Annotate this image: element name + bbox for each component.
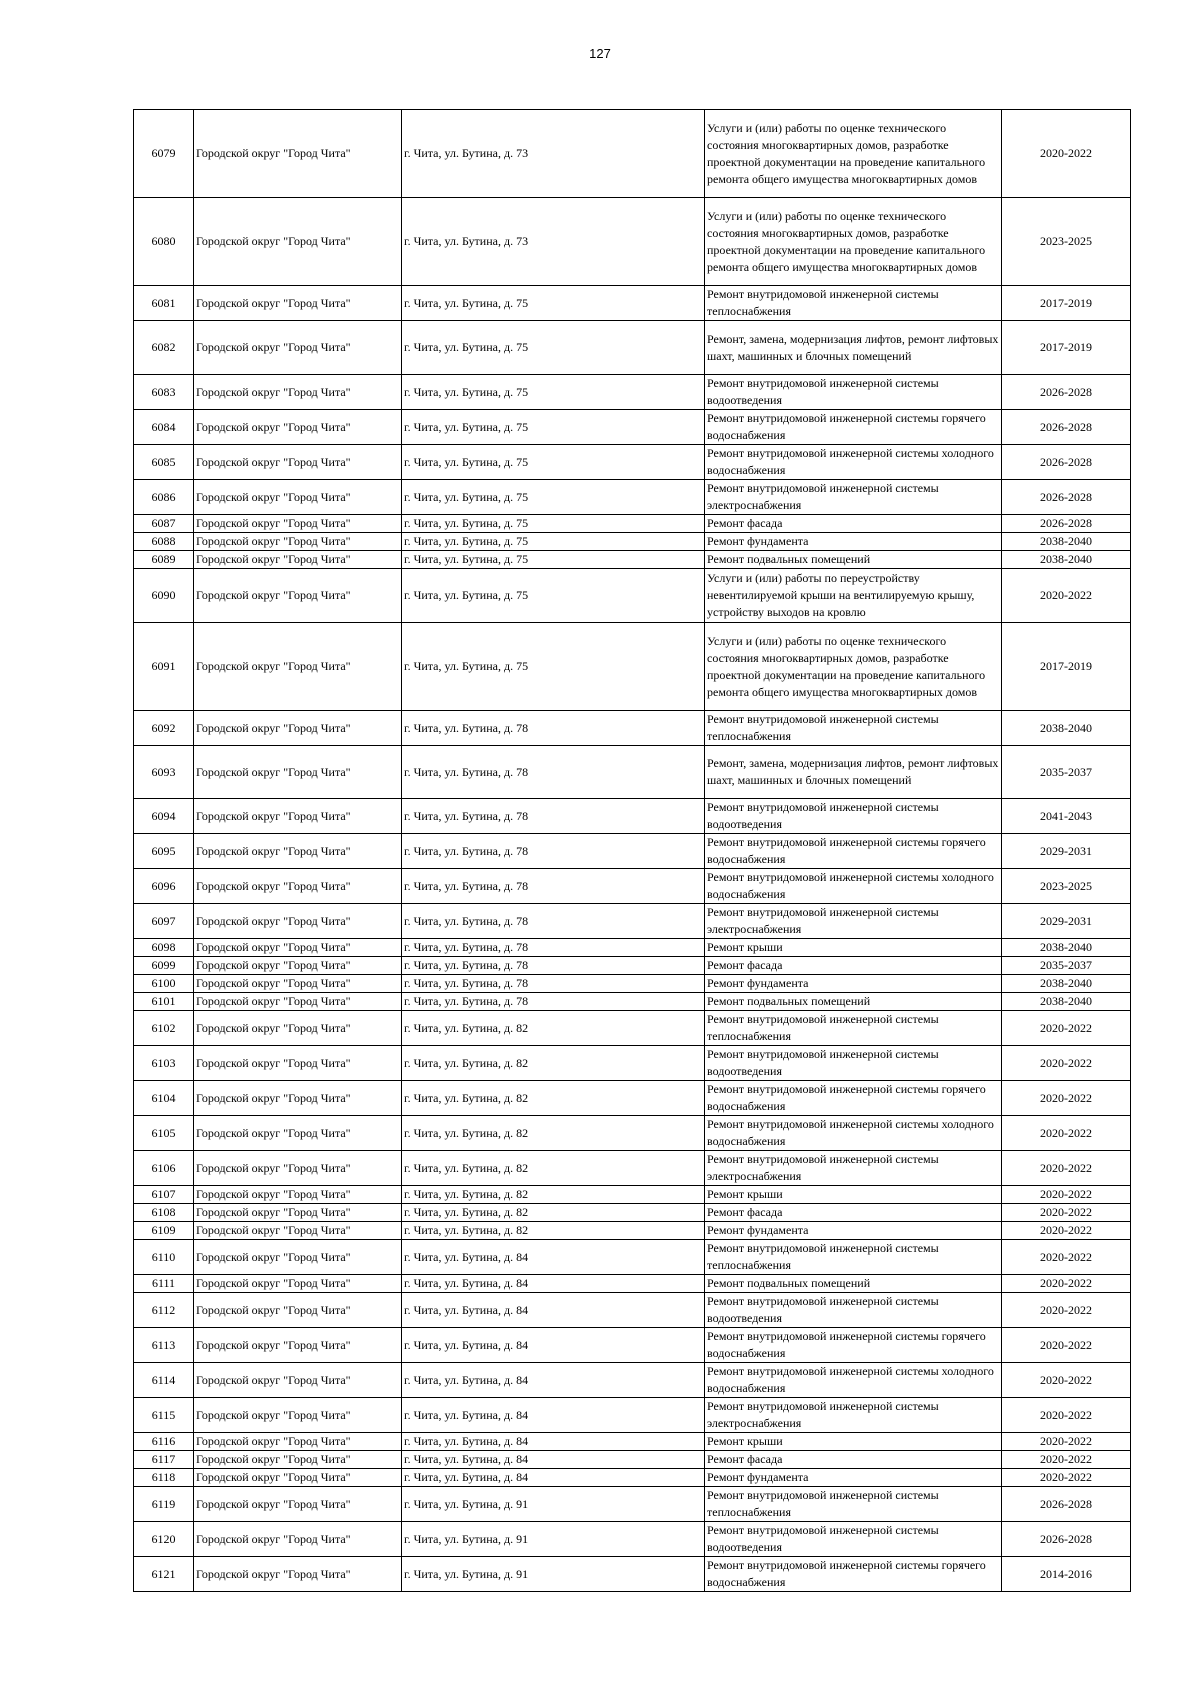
- address-cell: г. Чита, ул. Бутина, д. 84: [402, 1328, 705, 1363]
- work-type-cell: Ремонт внутридомовой инженерной системы водоотведения: [705, 1293, 1002, 1328]
- period-cell: 2017-2019: [1002, 321, 1131, 375]
- address-cell: г. Чита, ул. Бутина, д. 78: [402, 957, 705, 975]
- work-type-cell: Ремонт фасада: [705, 515, 1002, 533]
- table-row: [134, 569, 1131, 623]
- address-cell: г. Чита, ул. Бутина, д. 82: [402, 1046, 705, 1081]
- address-cell: г. Чита, ул. Бутина, д. 78: [402, 834, 705, 869]
- row-number: 6111: [134, 1275, 194, 1293]
- period-cell: 2020-2022: [1002, 1363, 1131, 1398]
- table-row: [134, 551, 1131, 569]
- table-row: [134, 1398, 1131, 1433]
- municipality-cell: Городской округ "Город Чита": [194, 957, 402, 975]
- address-cell: г. Чита, ул. Бутина, д. 75: [402, 551, 705, 569]
- work-type-cell: Ремонт внутридомовой инженерной системы водоотведения: [705, 375, 1002, 410]
- table-row: [134, 623, 1131, 711]
- table-row: [134, 515, 1131, 533]
- address-cell: г. Чита, ул. Бутина, д. 73: [402, 198, 705, 286]
- row-number: 6108: [134, 1204, 194, 1222]
- work-type-cell: Ремонт внутридомовой инженерной системы электроснабжения: [705, 1151, 1002, 1186]
- address-cell: г. Чита, ул. Бутина, д. 84: [402, 1398, 705, 1433]
- row-number: 6114: [134, 1363, 194, 1398]
- table-row: [134, 1151, 1131, 1186]
- row-number: 6101: [134, 993, 194, 1011]
- work-type-cell: Услуги и (или) работы по оценке технического состояния многоквартирных домов, разработке проектной документации на проведение капитального ремонта общего имущества многоквартирных домов: [705, 110, 1002, 198]
- table-row: [134, 1557, 1131, 1592]
- row-number: 6079: [134, 110, 194, 198]
- table-row: [134, 1293, 1131, 1328]
- row-number: 6080: [134, 198, 194, 286]
- period-cell: 2020-2022: [1002, 1011, 1131, 1046]
- row-number: 6093: [134, 746, 194, 799]
- municipality-cell: Городской округ "Город Чита": [194, 904, 402, 939]
- municipality-cell: Городской округ "Город Чита": [194, 869, 402, 904]
- table-row: [134, 1222, 1131, 1240]
- work-type-cell: Услуги и (или) работы по оценке технического состояния многоквартирных домов, разработке проектной документации на проведение капитального ремонта общего имущества многоквартирных домов: [705, 623, 1002, 711]
- row-number: 6097: [134, 904, 194, 939]
- work-type-cell: Ремонт фасада: [705, 957, 1002, 975]
- row-number: 6106: [134, 1151, 194, 1186]
- row-number: 6103: [134, 1046, 194, 1081]
- table-row: [134, 480, 1131, 515]
- table-row: [134, 321, 1131, 375]
- table-row: [134, 1046, 1131, 1081]
- work-type-cell: Ремонт крыши: [705, 939, 1002, 957]
- period-cell: 2020-2022: [1002, 1186, 1131, 1204]
- period-cell: 2020-2022: [1002, 1222, 1131, 1240]
- period-cell: 2026-2028: [1002, 1487, 1131, 1522]
- address-cell: г. Чита, ул. Бутина, д. 84: [402, 1363, 705, 1398]
- table-row: [134, 1186, 1131, 1204]
- table-row: [134, 1204, 1131, 1222]
- table-row: [134, 993, 1131, 1011]
- municipality-cell: Городской округ "Город Чита": [194, 1116, 402, 1151]
- work-type-cell: Ремонт внутридомовой инженерной системы электроснабжения: [705, 480, 1002, 515]
- work-type-cell: Ремонт внутридомовой инженерной системы электроснабжения: [705, 904, 1002, 939]
- row-number: 6113: [134, 1328, 194, 1363]
- work-type-cell: Ремонт подвальных помещений: [705, 1275, 1002, 1293]
- municipality-cell: Городской округ "Город Чита": [194, 1240, 402, 1275]
- address-cell: г. Чита, ул. Бутина, д. 73: [402, 110, 705, 198]
- period-cell: 2026-2028: [1002, 410, 1131, 445]
- work-type-cell: Ремонт внутридомовой инженерной системы горячего водоснабжения: [705, 410, 1002, 445]
- row-number: 6119: [134, 1487, 194, 1522]
- municipality-cell: Городской округ "Город Чита": [194, 1011, 402, 1046]
- period-cell: 2017-2019: [1002, 623, 1131, 711]
- period-cell: 2038-2040: [1002, 939, 1131, 957]
- row-number: 6088: [134, 533, 194, 551]
- municipality-cell: Городской округ "Город Чита": [194, 939, 402, 957]
- municipality-cell: Городской округ "Город Чита": [194, 286, 402, 321]
- table-row: [134, 1451, 1131, 1469]
- municipality-cell: Городской округ "Город Чита": [194, 533, 402, 551]
- period-cell: 2020-2022: [1002, 1398, 1131, 1433]
- table-row: [134, 445, 1131, 480]
- address-cell: г. Чита, ул. Бутина, д. 75: [402, 533, 705, 551]
- period-cell: 2035-2037: [1002, 957, 1131, 975]
- municipality-cell: Городской округ "Город Чита": [194, 1046, 402, 1081]
- work-type-cell: Ремонт внутридомовой инженерной системы горячего водоснабжения: [705, 1557, 1002, 1592]
- work-type-cell: Ремонт крыши: [705, 1433, 1002, 1451]
- period-cell: 2020-2022: [1002, 1328, 1131, 1363]
- period-cell: 2014-2016: [1002, 1557, 1131, 1592]
- row-number: 6091: [134, 623, 194, 711]
- period-cell: 2020-2022: [1002, 1451, 1131, 1469]
- address-cell: г. Чита, ул. Бутина, д. 84: [402, 1240, 705, 1275]
- row-number: 6116: [134, 1433, 194, 1451]
- table-row: [134, 286, 1131, 321]
- work-type-cell: Ремонт фундамента: [705, 1469, 1002, 1487]
- period-cell: 2017-2019: [1002, 286, 1131, 321]
- period-cell: 2020-2022: [1002, 1240, 1131, 1275]
- row-number: 6109: [134, 1222, 194, 1240]
- period-cell: 2026-2028: [1002, 1522, 1131, 1557]
- period-cell: 2023-2025: [1002, 198, 1131, 286]
- work-type-cell: Услуги и (или) работы по оценке технического состояния многоквартирных домов, разработке проектной документации на проведение капитального ремонта общего имущества многоквартирных домов: [705, 198, 1002, 286]
- table-row: [134, 1363, 1131, 1398]
- table-body: [134, 110, 1131, 1592]
- work-type-cell: Ремонт фасада: [705, 1204, 1002, 1222]
- table-row: [134, 711, 1131, 746]
- table-row: [134, 1011, 1131, 1046]
- municipality-cell: Городской округ "Город Чита": [194, 480, 402, 515]
- row-number: 6100: [134, 975, 194, 993]
- period-cell: 2029-2031: [1002, 904, 1131, 939]
- period-cell: 2020-2022: [1002, 1116, 1131, 1151]
- municipality-cell: Городской округ "Город Чита": [194, 1487, 402, 1522]
- address-cell: г. Чита, ул. Бутина, д. 84: [402, 1275, 705, 1293]
- table-row: [134, 198, 1131, 286]
- municipality-cell: Городской округ "Город Чита": [194, 1222, 402, 1240]
- row-number: 6110: [134, 1240, 194, 1275]
- work-type-cell: Ремонт фундамента: [705, 533, 1002, 551]
- period-cell: 2023-2025: [1002, 869, 1131, 904]
- work-type-cell: Ремонт внутридомовой инженерной системы теплоснабжения: [705, 1011, 1002, 1046]
- address-cell: г. Чита, ул. Бутина, д. 75: [402, 445, 705, 480]
- address-cell: г. Чита, ул. Бутина, д. 84: [402, 1433, 705, 1451]
- address-cell: г. Чита, ул. Бутина, д. 78: [402, 711, 705, 746]
- municipality-cell: Городской округ "Город Чита": [194, 623, 402, 711]
- period-cell: 2029-2031: [1002, 834, 1131, 869]
- row-number: 6089: [134, 551, 194, 569]
- row-number: 6092: [134, 711, 194, 746]
- row-number: 6121: [134, 1557, 194, 1592]
- row-number: 6115: [134, 1398, 194, 1433]
- municipality-cell: Городской округ "Город Чита": [194, 375, 402, 410]
- municipality-cell: Городской округ "Город Чита": [194, 1363, 402, 1398]
- address-cell: г. Чита, ул. Бутина, д. 91: [402, 1557, 705, 1592]
- period-cell: 2020-2022: [1002, 1081, 1131, 1116]
- address-cell: г. Чита, ул. Бутина, д. 78: [402, 975, 705, 993]
- row-number: 6095: [134, 834, 194, 869]
- address-cell: г. Чита, ул. Бутина, д. 82: [402, 1081, 705, 1116]
- table-row: [134, 975, 1131, 993]
- address-cell: г. Чита, ул. Бутина, д. 82: [402, 1151, 705, 1186]
- address-cell: г. Чита, ул. Бутина, д. 75: [402, 515, 705, 533]
- address-cell: г. Чита, ул. Бутина, д. 78: [402, 993, 705, 1011]
- work-type-cell: Услуги и (или) работы по переустройству невентилируемой крыши на вентилируемую крышу, устройству выходов на кровлю: [705, 569, 1002, 623]
- municipality-cell: Городской округ "Город Чита": [194, 1293, 402, 1328]
- row-number: 6105: [134, 1116, 194, 1151]
- municipality-cell: Городской округ "Город Чита": [194, 321, 402, 375]
- address-cell: г. Чита, ул. Бутина, д. 75: [402, 623, 705, 711]
- work-type-cell: Ремонт подвальных помещений: [705, 993, 1002, 1011]
- table-row: [134, 410, 1131, 445]
- address-cell: г. Чита, ул. Бутина, д. 78: [402, 904, 705, 939]
- work-type-cell: Ремонт внутридомовой инженерной системы теплоснабжения: [705, 286, 1002, 321]
- table-row: [134, 1240, 1131, 1275]
- row-number: 6085: [134, 445, 194, 480]
- address-cell: г. Чита, ул. Бутина, д. 82: [402, 1011, 705, 1046]
- municipality-cell: Городской округ "Город Чита": [194, 975, 402, 993]
- row-number: 6096: [134, 869, 194, 904]
- table-row: [134, 375, 1131, 410]
- row-number: 6112: [134, 1293, 194, 1328]
- address-cell: г. Чита, ул. Бутина, д. 75: [402, 569, 705, 623]
- period-cell: 2020-2022: [1002, 1151, 1131, 1186]
- work-type-cell: Ремонт фасада: [705, 1451, 1002, 1469]
- municipality-cell: Городской округ "Город Чита": [194, 993, 402, 1011]
- work-type-cell: Ремонт, замена, модернизация лифтов, ремонт лифтовых шахт, машинных и блочных помещений: [705, 321, 1002, 375]
- municipality-cell: Городской округ "Город Чита": [194, 1328, 402, 1363]
- municipality-cell: Городской округ "Город Чита": [194, 746, 402, 799]
- address-cell: г. Чита, ул. Бутина, д. 75: [402, 410, 705, 445]
- table-row: [134, 1469, 1131, 1487]
- work-type-cell: Ремонт внутридомовой инженерной системы водоотведения: [705, 1522, 1002, 1557]
- municipality-cell: Городской округ "Город Чита": [194, 569, 402, 623]
- work-type-cell: Ремонт крыши: [705, 1186, 1002, 1204]
- work-type-cell: Ремонт фундамента: [705, 975, 1002, 993]
- table-row: [134, 957, 1131, 975]
- work-type-cell: Ремонт фундамента: [705, 1222, 1002, 1240]
- row-number: 6094: [134, 799, 194, 834]
- municipality-cell: Городской округ "Город Чита": [194, 1557, 402, 1592]
- work-type-cell: Ремонт внутридомовой инженерной системы электроснабжения: [705, 1398, 1002, 1433]
- row-number: 6104: [134, 1081, 194, 1116]
- table-row: [134, 533, 1131, 551]
- address-cell: г. Чита, ул. Бутина, д. 91: [402, 1522, 705, 1557]
- municipality-cell: Городской округ "Город Чита": [194, 1151, 402, 1186]
- capital-repair-table: [133, 109, 1131, 1592]
- work-type-cell: Ремонт внутридомовой инженерной системы водоотведения: [705, 799, 1002, 834]
- table-row: [134, 1116, 1131, 1151]
- period-cell: 2026-2028: [1002, 480, 1131, 515]
- row-number: 6102: [134, 1011, 194, 1046]
- table-row: [134, 869, 1131, 904]
- row-number: 6107: [134, 1186, 194, 1204]
- table-row: [134, 904, 1131, 939]
- address-cell: г. Чита, ул. Бутина, д. 82: [402, 1222, 705, 1240]
- municipality-cell: Городской округ "Город Чита": [194, 1081, 402, 1116]
- period-cell: 2041-2043: [1002, 799, 1131, 834]
- work-type-cell: Ремонт внутридомовой инженерной системы водоотведения: [705, 1046, 1002, 1081]
- table-row: [134, 1275, 1131, 1293]
- work-type-cell: Ремонт внутридомовой инженерной системы теплоснабжения: [705, 1240, 1002, 1275]
- row-number: 6081: [134, 286, 194, 321]
- table-row: [134, 834, 1131, 869]
- table-row: [134, 799, 1131, 834]
- address-cell: г. Чита, ул. Бутина, д. 78: [402, 746, 705, 799]
- period-cell: 2026-2028: [1002, 515, 1131, 533]
- period-cell: 2020-2022: [1002, 1046, 1131, 1081]
- address-cell: г. Чита, ул. Бутина, д. 78: [402, 869, 705, 904]
- municipality-cell: Городской округ "Город Чита": [194, 1469, 402, 1487]
- work-type-cell: Ремонт внутридомовой инженерной системы холодного водоснабжения: [705, 445, 1002, 480]
- address-cell: г. Чита, ул. Бутина, д. 84: [402, 1293, 705, 1328]
- address-cell: г. Чита, ул. Бутина, д. 75: [402, 286, 705, 321]
- period-cell: 2020-2022: [1002, 110, 1131, 198]
- period-cell: 2026-2028: [1002, 375, 1131, 410]
- municipality-cell: Городской округ "Город Чита": [194, 1204, 402, 1222]
- period-cell: 2038-2040: [1002, 993, 1131, 1011]
- municipality-cell: Городской округ "Город Чита": [194, 1275, 402, 1293]
- municipality-cell: Городской округ "Город Чита": [194, 711, 402, 746]
- period-cell: 2038-2040: [1002, 975, 1131, 993]
- address-cell: г. Чита, ул. Бутина, д. 82: [402, 1186, 705, 1204]
- address-cell: г. Чита, ул. Бутина, д. 91: [402, 1487, 705, 1522]
- address-cell: г. Чита, ул. Бутина, д. 75: [402, 321, 705, 375]
- municipality-cell: Городской округ "Город Чита": [194, 1398, 402, 1433]
- municipality-cell: Городской округ "Город Чита": [194, 445, 402, 480]
- work-type-cell: Ремонт, замена, модернизация лифтов, ремонт лифтовых шахт, машинных и блочных помещений: [705, 746, 1002, 799]
- work-type-cell: Ремонт внутридомовой инженерной системы холодного водоснабжения: [705, 1116, 1002, 1151]
- row-number: 6099: [134, 957, 194, 975]
- period-cell: 2035-2037: [1002, 746, 1131, 799]
- work-type-cell: Ремонт внутридомовой инженерной системы теплоснабжения: [705, 1487, 1002, 1522]
- address-cell: г. Чита, ул. Бутина, д. 84: [402, 1451, 705, 1469]
- row-number: 6084: [134, 410, 194, 445]
- period-cell: 2020-2022: [1002, 1204, 1131, 1222]
- row-number: 6098: [134, 939, 194, 957]
- period-cell: 2020-2022: [1002, 569, 1131, 623]
- period-cell: 2020-2022: [1002, 1275, 1131, 1293]
- table-row: [134, 110, 1131, 198]
- period-cell: 2020-2022: [1002, 1293, 1131, 1328]
- municipality-cell: Городской округ "Город Чита": [194, 1522, 402, 1557]
- municipality-cell: Городской округ "Город Чита": [194, 551, 402, 569]
- municipality-cell: Городской округ "Город Чита": [194, 1451, 402, 1469]
- table-row: [134, 1487, 1131, 1522]
- address-cell: г. Чита, ул. Бутина, д. 75: [402, 375, 705, 410]
- municipality-cell: Городской округ "Город Чита": [194, 1186, 402, 1204]
- address-cell: г. Чита, ул. Бутина, д. 82: [402, 1116, 705, 1151]
- work-type-cell: Ремонт подвальных помещений: [705, 551, 1002, 569]
- period-cell: 2038-2040: [1002, 533, 1131, 551]
- period-cell: 2020-2022: [1002, 1433, 1131, 1451]
- row-number: 6090: [134, 569, 194, 623]
- municipality-cell: Городской округ "Город Чита": [194, 799, 402, 834]
- page-number: 127: [589, 46, 611, 61]
- address-cell: г. Чита, ул. Бутина, д. 78: [402, 939, 705, 957]
- table-row: [134, 1433, 1131, 1451]
- period-cell: 2038-2040: [1002, 551, 1131, 569]
- address-cell: г. Чита, ул. Бутина, д. 75: [402, 480, 705, 515]
- work-type-cell: Ремонт внутридомовой инженерной системы горячего водоснабжения: [705, 834, 1002, 869]
- address-cell: г. Чита, ул. Бутина, д. 78: [402, 799, 705, 834]
- period-cell: 2026-2028: [1002, 445, 1131, 480]
- address-cell: г. Чита, ул. Бутина, д. 84: [402, 1469, 705, 1487]
- municipality-cell: Городской округ "Город Чита": [194, 110, 402, 198]
- work-type-cell: Ремонт внутридомовой инженерной системы холодного водоснабжения: [705, 869, 1002, 904]
- work-type-cell: Ремонт внутридомовой инженерной системы теплоснабжения: [705, 711, 1002, 746]
- address-cell: г. Чита, ул. Бутина, д. 82: [402, 1204, 705, 1222]
- period-cell: 2020-2022: [1002, 1469, 1131, 1487]
- work-type-cell: Ремонт внутридомовой инженерной системы холодного водоснабжения: [705, 1363, 1002, 1398]
- municipality-cell: Городской округ "Город Чита": [194, 198, 402, 286]
- table-row: [134, 1328, 1131, 1363]
- table-row: [134, 1522, 1131, 1557]
- municipality-cell: Городской округ "Город Чита": [194, 515, 402, 533]
- municipality-cell: Городской округ "Город Чита": [194, 1433, 402, 1451]
- row-number: 6117: [134, 1451, 194, 1469]
- municipality-cell: Городской округ "Город Чита": [194, 410, 402, 445]
- table-row: [134, 1081, 1131, 1116]
- period-cell: 2038-2040: [1002, 711, 1131, 746]
- row-number: 6086: [134, 480, 194, 515]
- row-number: 6118: [134, 1469, 194, 1487]
- work-type-cell: Ремонт внутридомовой инженерной системы горячего водоснабжения: [705, 1081, 1002, 1116]
- work-type-cell: Ремонт внутридомовой инженерной системы горячего водоснабжения: [705, 1328, 1002, 1363]
- row-number: 6083: [134, 375, 194, 410]
- table-row: [134, 939, 1131, 957]
- table-row: [134, 746, 1131, 799]
- row-number: 6082: [134, 321, 194, 375]
- municipality-cell: Городской округ "Город Чита": [194, 834, 402, 869]
- row-number: 6087: [134, 515, 194, 533]
- row-number: 6120: [134, 1522, 194, 1557]
